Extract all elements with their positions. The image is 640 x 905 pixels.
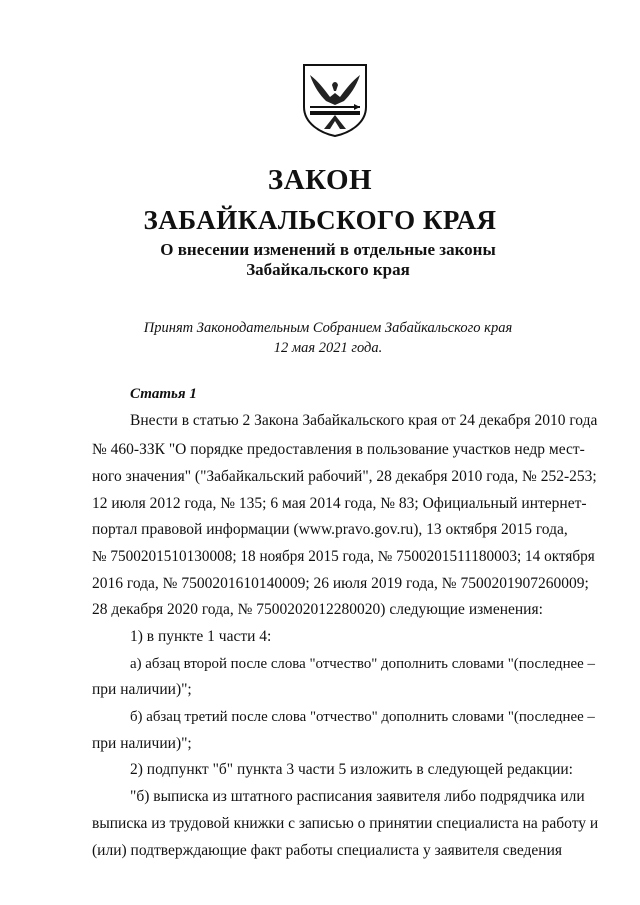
paragraph-line: Внести в статью 2 Закона Забайкальского края от 24 декабря 2010 года [130, 412, 598, 429]
paragraph-line: б) абзац третий после слова "отчество" дополнить словами "(последнее – [130, 709, 595, 725]
paragraph-line: "б) выписка из штатного расписания заявителя либо подрядчика или [130, 788, 585, 805]
paragraph-line: № 460-ЗЗК "О порядке предоставления в пользование участков недр мест- [92, 441, 585, 458]
paragraph-line: № 7500201510130008; 18 ноября 2015 года, № 7500201511180003; 14 октября [92, 548, 595, 565]
paragraph-line: (или) подтверждающие факт работы специалиста у заявителя сведения [92, 842, 563, 859]
paragraph-line: 1) в пункте 1 части 4: [130, 628, 272, 645]
paragraph-line: 2) подпункт "б" пункта 3 части 5 изложить в следующей редакции: [130, 761, 573, 778]
paragraph-line: при наличии)"; [92, 681, 192, 698]
paragraph-line: ного значения" ("Забайкальский рабочий", 28 декабря 2010 года, № 252-253; [92, 468, 597, 485]
paragraph-line: выписка из трудовой книжки с записью о принятии специалиста на работу и [92, 815, 599, 832]
paragraph-line: а) абзац второй после слова "отчество" дополнить словами "(последнее – [130, 656, 595, 672]
article-heading: Статья 1 [130, 386, 197, 402]
adoption-date: 12 мая 2021 года. [273, 340, 383, 356]
paragraph-line: 12 июля 2012 года, № 135; 6 мая 2014 года, № 83; Официальный интернет- [92, 495, 587, 512]
document-region-title: ЗАБАЙКАЛЬСКОГО КРАЯ [143, 205, 497, 235]
paragraph-line: 2016 года, № 7500201610140009; 26 июля 2019 года, № 7500201907260009; [92, 575, 589, 592]
paragraph-line: 28 декабря 2020 года, № 7500202012280020) следующие изменения: [92, 601, 543, 618]
document-title: ЗАКОН [267, 164, 373, 196]
coat-of-arms-icon [300, 63, 370, 137]
paragraph-line: портал правовой информации (www.pravo.gov.ru), 13 октября 2015 года, [92, 521, 568, 538]
paragraph-line: при наличии)"; [92, 735, 192, 752]
adoption-note-line-1: Принят Законодательным Собранием Забайкальского края [143, 320, 513, 336]
document-subtitle-line-1: О внесении изменений в отдельные законы [160, 240, 496, 259]
document-subtitle-line-2: Забайкальского края [246, 260, 410, 279]
